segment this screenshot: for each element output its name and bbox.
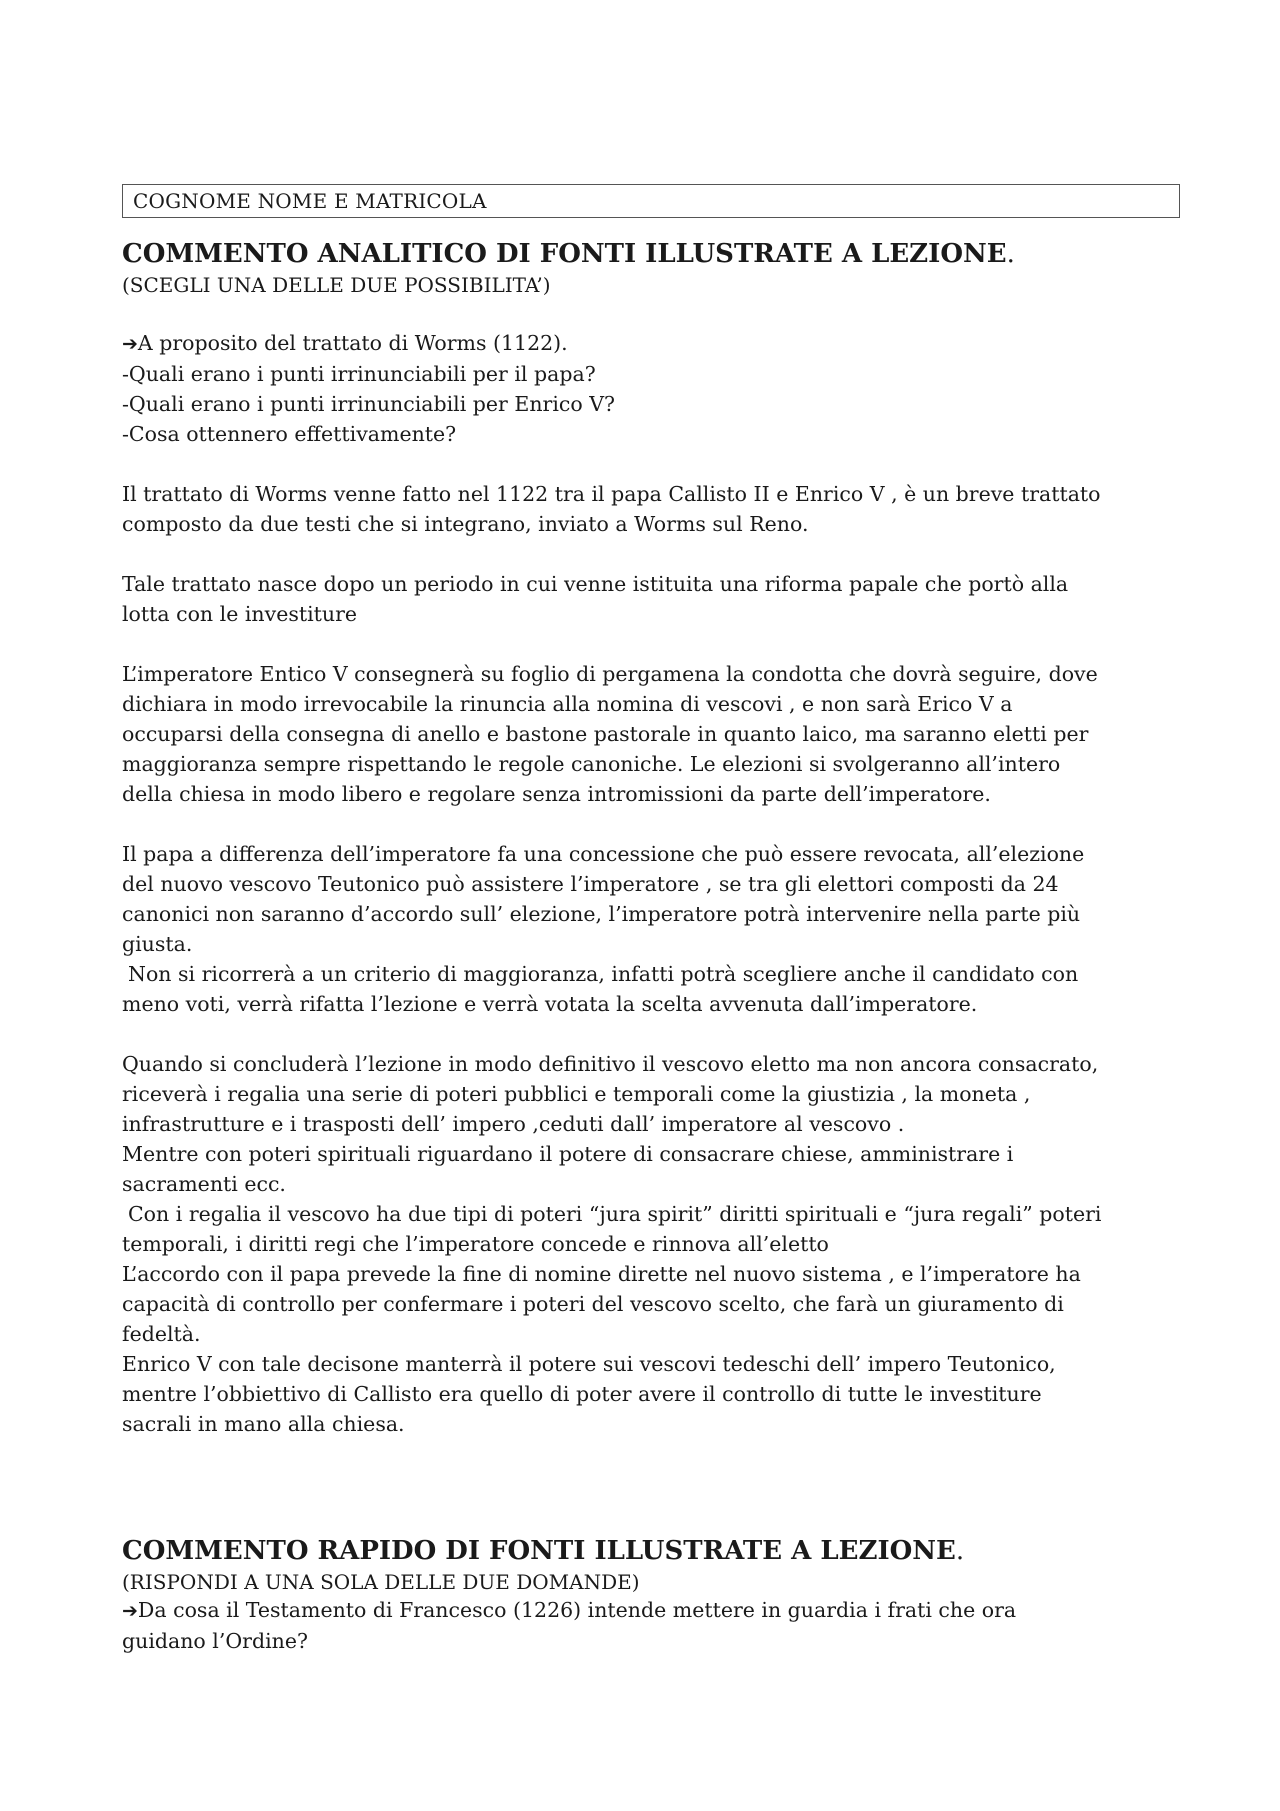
section-rapid-instruction: (RISPONDI A UNA SOLA DELLE DUE DOMANDE) bbox=[122, 1569, 640, 1594]
section-rapid-title: COMMENTO RAPIDO DI FONTI ILLUSTRATE A LEZIONE. bbox=[122, 1535, 965, 1566]
answer-paragraph-4: Il papa a differenza dell’imperatore fa una concessione che può essere revocata, all’elezione del nuovo vescovo Teutonico può assistere l’imperatore , se tra gli elettori composti da 24 canonici non saranno d’accordo sull’ elezione, l’imperatore potrà intervenire nella parte più giusta. Non si ricorrerà a un criterio di maggioranza, infatti potrà scegliere anche il candidato con meno voti, verrà rifatta l’lezione e verrà votata la scelta avvenuta dall’imperatore. bbox=[122, 841, 1085, 1016]
name-field-box bbox=[122, 184, 1180, 218]
question-line: -Quali erano i punti irrinunciabili per Enrico V? bbox=[122, 391, 616, 416]
document-page bbox=[122, 184, 1180, 1656]
section-analytic-instruction: (SCEGLI UNA DELLE DUE POSSIBILITA’) bbox=[122, 272, 551, 297]
question-line: guidano l’Ordine? bbox=[122, 1628, 308, 1653]
question-line: -Quali erano i punti irrinunciabili per il papa? bbox=[122, 361, 596, 386]
question-line: -Cosa ottennero effettivamente? bbox=[122, 421, 457, 446]
answer-paragraph-1: Il trattato di Worms venne fatto nel 1122 tra il papa Callisto II e Enrico V , è un breve trattato composto da due testi che si integrano, inviato a Worms sul Reno. bbox=[122, 481, 1101, 536]
question-line: ➔A proposito del trattato di Worms (1122). bbox=[122, 330, 568, 355]
answer-paragraph-5: Quando si concluderà l’lezione in modo definitivo il vescovo eletto ma non ancora consacrato, riceverà i regalia una serie di poteri pubblici e temporali come la giustizia , la moneta , infrastrutture e i trasposti dell’ impero ,ceduti dall’ imperatore al vescovo . Mentre con poteri spirituali riguardano il potere di consacrare chiese, amministrare i sacramenti ecc. Con i regalia il vescovo ha due tipi di poteri “jura spirit” diritti spirituali e “jura regali” poteri temporali, i diritti regi che l’imperatore concede e rinnova all’eletto L’accordo con il papa prevede la fine di nomine dirette nel nuovo sistema , e l’imperatore ha capacità di controllo per confermare i poteri del vescovo scelto, che farà un giuramento di fedeltà. Enrico V con tale decisone manterrà il potere sui vescovi tedeschi dell’ impero Teutonico, mentre l’obbiettivo di Callisto era quello di poter avere il controllo di tutte le investiture sacrali in mano alla chiesa. bbox=[122, 1051, 1102, 1436]
name-field-label: COGNOME NOME E MATRICOLA bbox=[133, 189, 487, 213]
arrow-right-icon: ➔ bbox=[122, 1599, 138, 1622]
question-line: ➔Da cosa il Testamento di Francesco (1226) intende mettere in guardia i frati che ora bbox=[122, 1597, 1017, 1622]
arrow-right-icon: ➔ bbox=[122, 332, 138, 355]
answer-paragraph-2: Tale trattato nasce dopo un periodo in cui venne istituita una riforma papale che portò alla lotta con le investiture bbox=[122, 571, 1069, 626]
section-analytic-title: COMMENTO ANALITICO DI FONTI ILLUSTRATE A LEZIONE. bbox=[122, 239, 1015, 269]
answer-paragraph-3: L’imperatore Entico V consegnerà su foglio di pergamena la condotta che dovrà seguire, dove dichiara in modo irrevocabile la rinuncia alla nomina di vescovi , e non sarà Erico V a occuparsi della consegna di anello e bastone pastorale in quanto laico, ma saranno eletti per maggioranza sempre rispettando le regole canoniche. Le elezioni si svolgeranno all’intero della chiesa in modo libero e regolare senza intromissioni da parte dell’imperatore. bbox=[122, 661, 1098, 806]
section-analytic bbox=[122, 238, 1180, 1439]
section-rapid bbox=[122, 1535, 1180, 1656]
